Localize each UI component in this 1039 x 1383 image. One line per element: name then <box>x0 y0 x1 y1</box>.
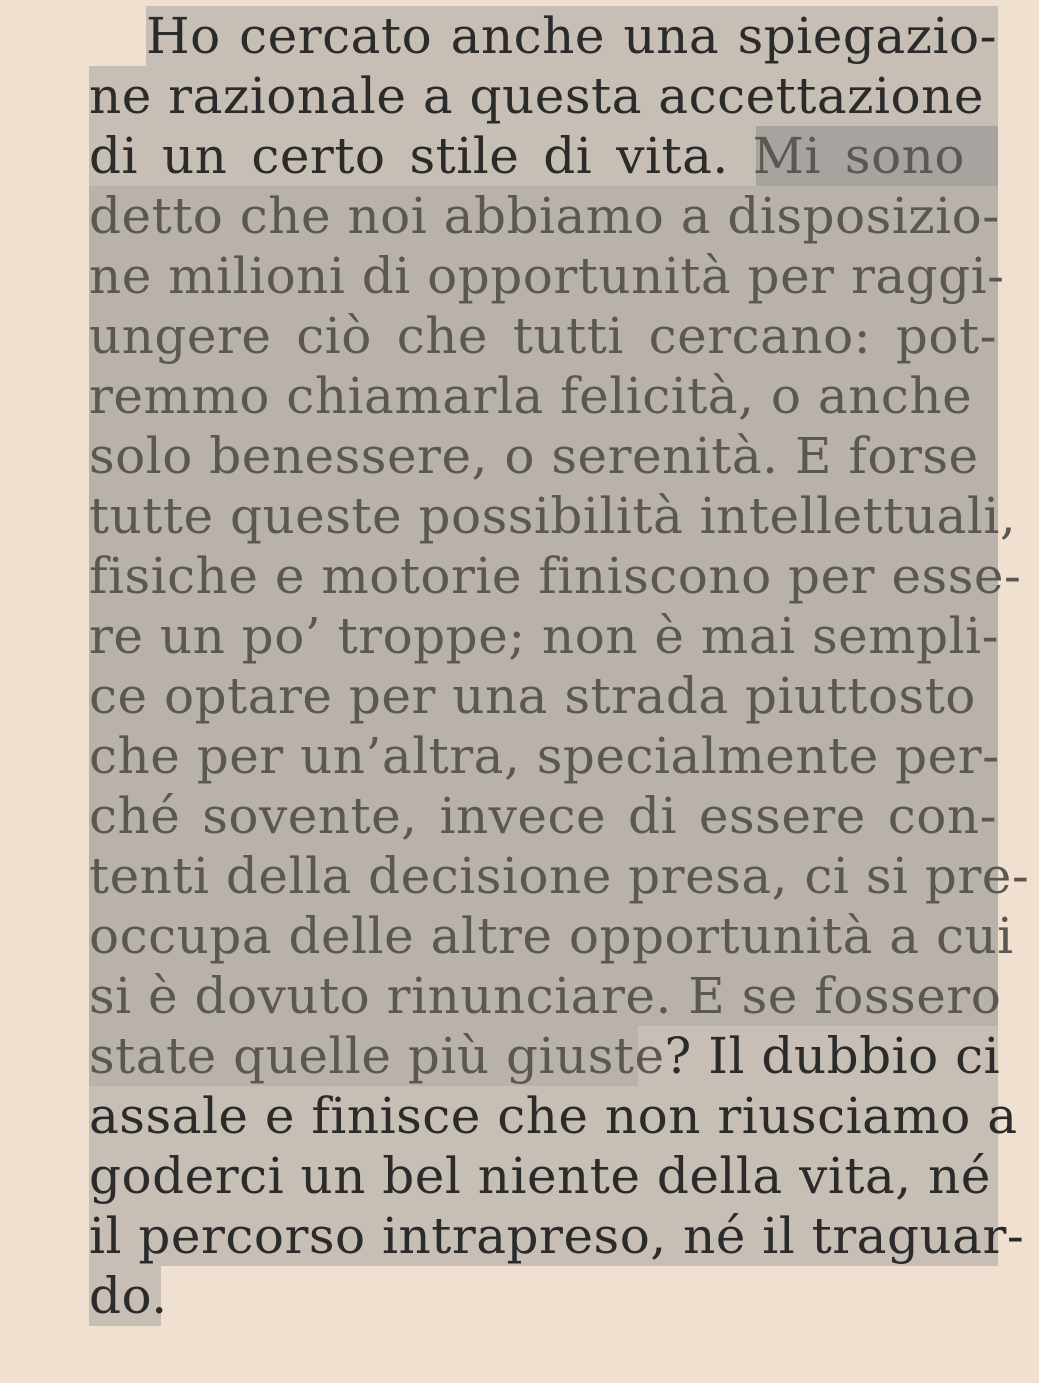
text-line: state quelle più giuste? Il dubbio ci <box>89 1027 1001 1085</box>
text-line: assale e finisce che non riusciamo a <box>89 1087 1018 1145</box>
text-line: tenti della decisione presa, ci si pre- <box>89 847 1030 905</box>
text-line: goderci un bel niente della vita, né <box>89 1147 991 1205</box>
text-line: do. <box>89 1267 168 1325</box>
text-line: re un po’ troppe; non è mai sempli- <box>89 607 1000 665</box>
text-line: ce optare per una strada piuttosto <box>89 667 976 725</box>
text-line: occupa delle altre opportunità a cui <box>89 907 1014 965</box>
text-line: ne milioni di opportunità per raggi- <box>89 247 1005 305</box>
text-line: ne razionale a questa accettazione <box>89 67 984 125</box>
text-line: ché sovente, invece di essere con- <box>89 787 997 845</box>
text-line: il percorso intrapreso, né il traguar- <box>89 1207 1025 1265</box>
text-line: fisiche e motorie finiscono per esse- <box>89 547 1022 605</box>
text-line: Ho cercato anche una spiegazio- <box>146 7 997 65</box>
text-line: ungere ciò che tutti cercano: pot- <box>89 307 997 365</box>
text-line: solo benessere, o serenità. E forse <box>89 427 979 485</box>
text-line: si è dovuto rinunciare. E se fossero <box>89 967 1002 1025</box>
text-line: remmo chiamarla felicità, o anche <box>89 367 973 425</box>
text-line: di un certo stile di vita. Mi sono <box>89 127 965 185</box>
text-line: che per un’altra, specialmente per- <box>89 727 1000 785</box>
text-line: tutte queste possibilità intellettuali, <box>89 487 1017 545</box>
text-line: detto che noi abbiamo a disposizio- <box>89 187 1000 245</box>
